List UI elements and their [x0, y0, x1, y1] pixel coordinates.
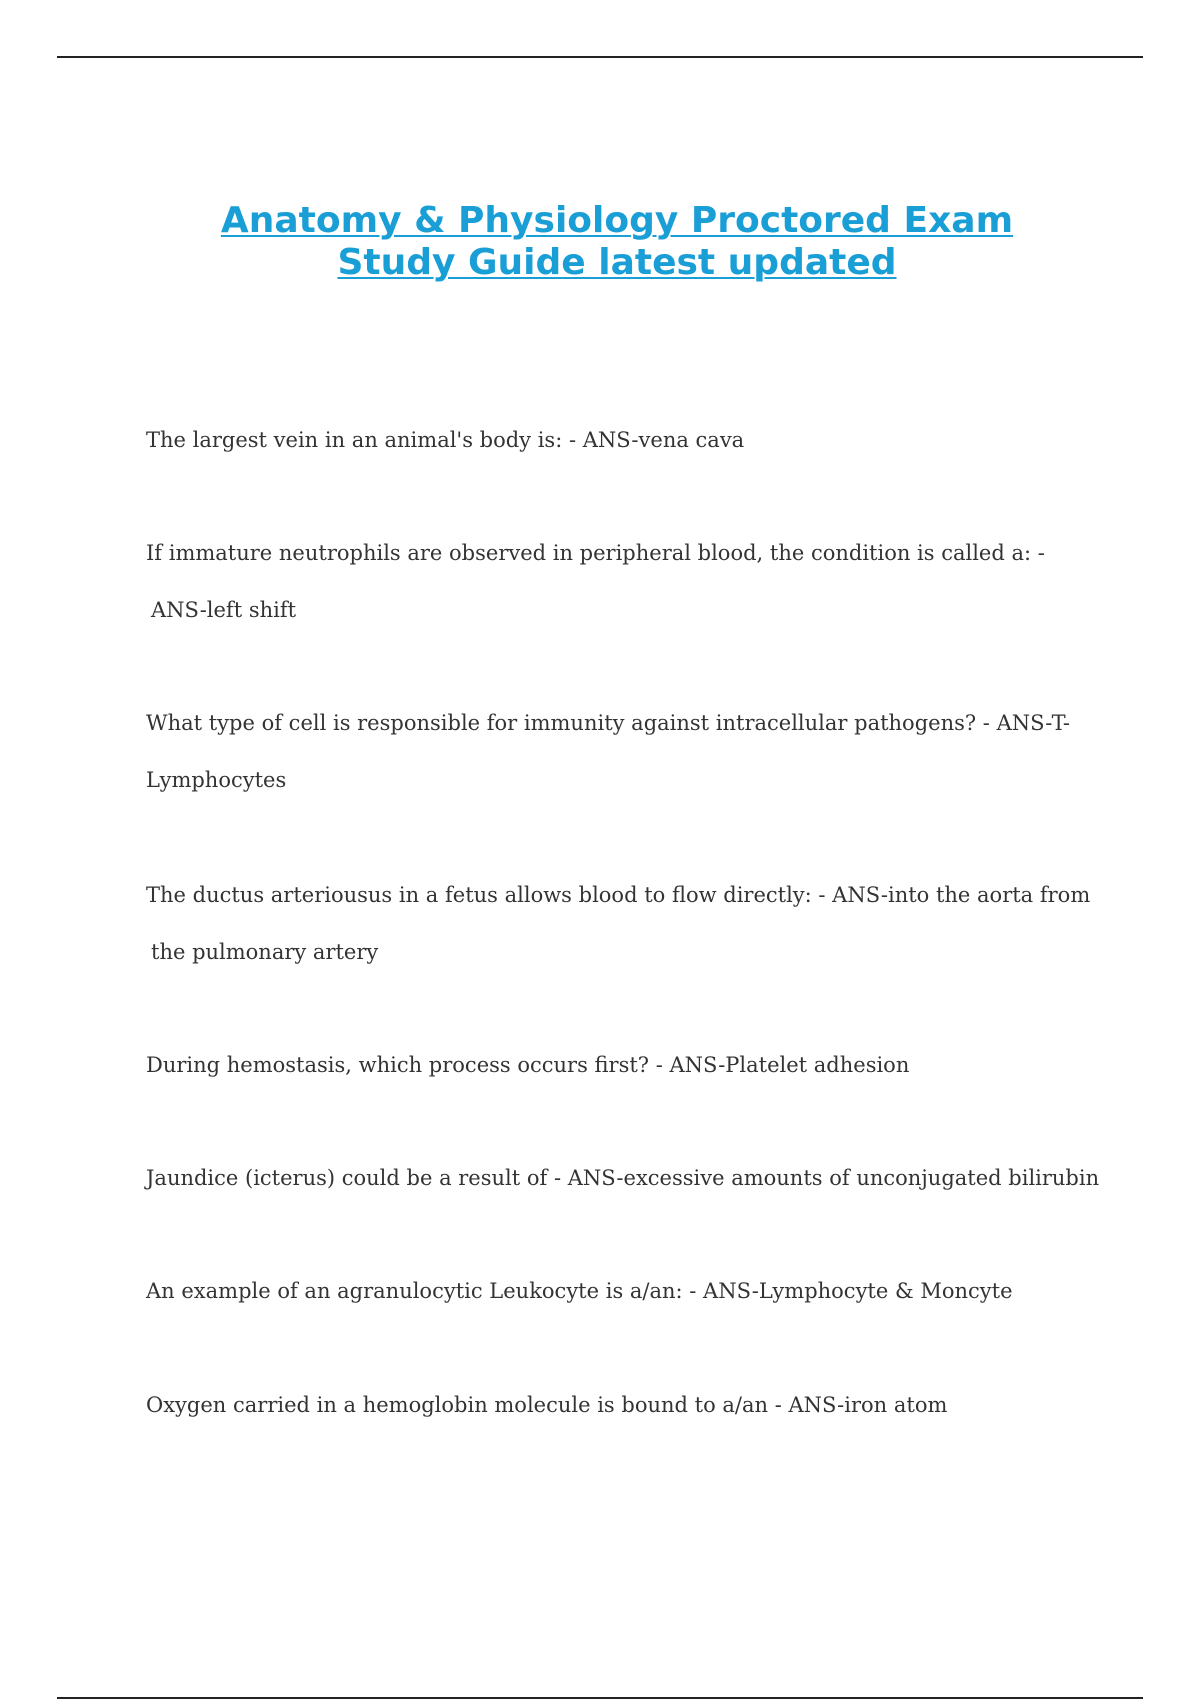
- qa-item-1-line-1: The largest vein in an animal's body is: - ANS-vena cava: [146, 428, 745, 452]
- title-line-1: Anatomy & Physiology Proctored Exam: [220, 200, 1014, 241]
- qa-item-1: [146, 412, 1086, 469]
- qa-item-6-line-1: Jaundice (icterus) could be a result of - ANS-excessive amounts of unconjugated bilirubin: [146, 1166, 1100, 1190]
- qa-item-7-line-1: An example of an agranulocytic Leukocyte is a/an: - ANS-Lymphocyte & Moncyte: [146, 1279, 1013, 1303]
- qa-item-2-line-2: ANS-left shift: [151, 598, 297, 622]
- title-line-2: Study Guide latest updated: [337, 242, 897, 283]
- qa-item-8-line-1: Oxygen carried in a hemoglobin molecule is bound to a/an - ANS-iron atom: [146, 1393, 948, 1417]
- bottom-rule: [57, 1697, 1143, 1699]
- qa-item-3-line-2: Lymphocytes: [146, 768, 287, 792]
- qa-item-2: [146, 525, 1086, 639]
- qa-item-2-line-1: If immature neutrophils are observed in peripheral blood, the condition is called a: -: [146, 541, 1045, 565]
- top-rule: [57, 56, 1143, 58]
- qa-item-3-line-1: What type of cell is responsible for immunity against intracellular pathogens? - ANS-T-: [146, 711, 1071, 735]
- qa-item-8: [146, 1377, 1086, 1434]
- qa-item-7: [146, 1263, 1086, 1320]
- document-title[interactable]: [0, 200, 1200, 284]
- qa-item-4-line-1: The ductus arteriousus in a fetus allows blood to flow directly: - ANS-into the aorta from: [146, 883, 1091, 907]
- qa-item-4: [146, 867, 1091, 981]
- qa-item-5: [146, 1037, 1086, 1094]
- qa-item-4-line-2: the pulmonary artery: [151, 940, 379, 964]
- qa-item-5-line-1: During hemostasis, which process occurs first? - ANS-Platelet adhesion: [146, 1053, 910, 1077]
- qa-item-6: [146, 1150, 1100, 1207]
- qa-item-3: [146, 695, 1086, 809]
